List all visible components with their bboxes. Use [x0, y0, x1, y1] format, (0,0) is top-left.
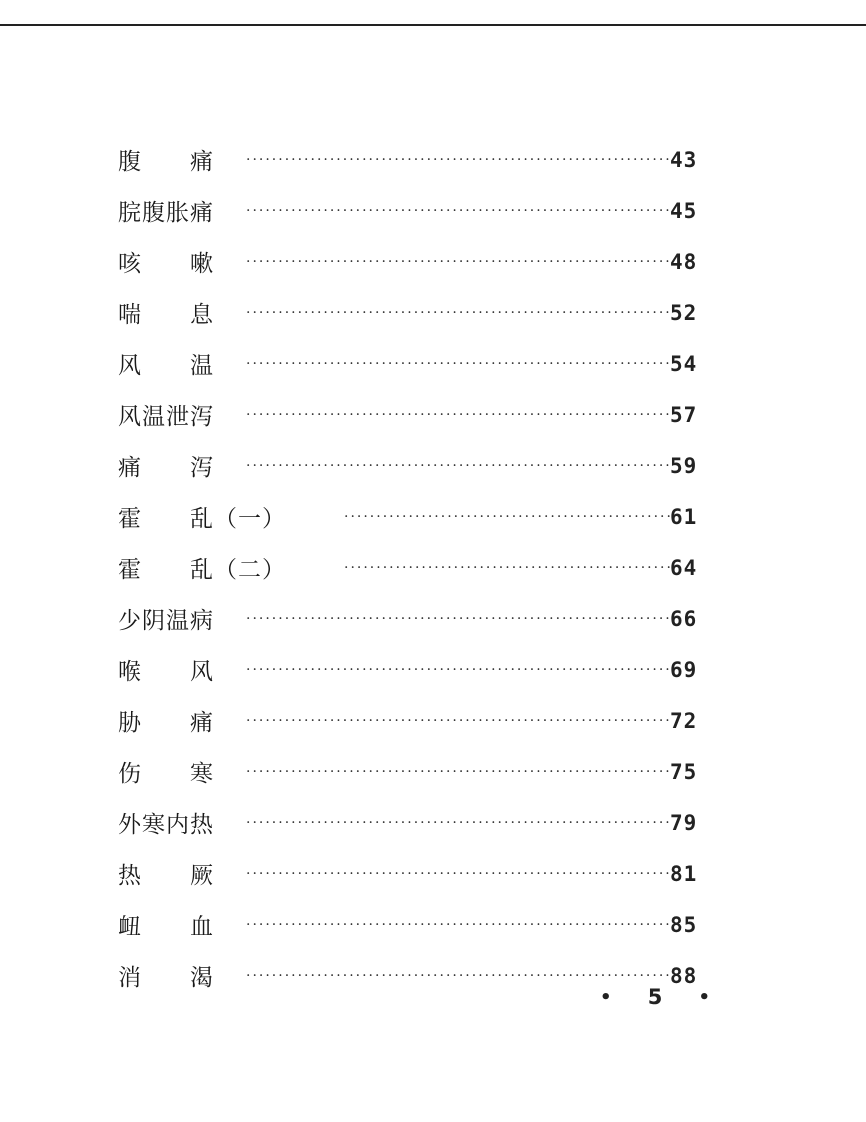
toc-entry-title: 喉 风: [118, 659, 214, 685]
dot-leader: [246, 815, 670, 831]
toc-entry-title: 脘腹胀痛: [118, 200, 214, 226]
toc-entry-title: 腹 痛: [118, 149, 214, 175]
toc-entry[interactable]: [118, 287, 710, 338]
dot-leader: [246, 917, 670, 933]
toc-entry-title: 痛 泻: [118, 455, 214, 481]
toc-entry-title: 衄 血: [118, 914, 214, 940]
toc-entry-page: 69: [670, 657, 698, 682]
toc-entry-page: 66: [670, 606, 698, 631]
dot-leader: [246, 764, 670, 780]
dot-leader: [246, 968, 670, 984]
toc-entry-page: 61: [670, 504, 698, 529]
toc-entry[interactable]: [118, 236, 710, 287]
dot-leader: [246, 203, 670, 219]
toc-entry-page: 59: [670, 453, 698, 478]
toc-entry-title: 咳 嗽: [118, 251, 214, 277]
toc-entry[interactable]: [118, 746, 710, 797]
toc-entry-title: 胁 痛: [118, 710, 214, 736]
dot-leader: [246, 662, 670, 678]
toc-entry-title: 霍 乱（一）: [118, 506, 286, 532]
toc-entry-title: 少阴温病: [118, 608, 214, 634]
toc-entry[interactable]: [118, 134, 710, 185]
page-footer: [600, 985, 710, 1009]
footer-bullet-right: •: [698, 986, 710, 1008]
table-of-contents: [118, 134, 710, 1001]
dot-leader: [344, 509, 670, 525]
toc-entry-page: 43: [670, 147, 698, 172]
toc-entry-page: 52: [670, 300, 698, 325]
toc-entry-title: 霍 乱（二）: [118, 557, 286, 583]
toc-entry-page: 81: [670, 861, 698, 886]
toc-entry[interactable]: [118, 899, 710, 950]
toc-entry[interactable]: [118, 644, 710, 695]
toc-entry-page: 85: [670, 912, 698, 937]
dot-leader: [246, 611, 670, 627]
page-number: 5: [647, 985, 663, 1009]
toc-entry-page: 64: [670, 555, 698, 580]
toc-entry[interactable]: [118, 389, 710, 440]
toc-entry[interactable]: [118, 797, 710, 848]
toc-entry[interactable]: [118, 848, 710, 899]
dot-leader: [246, 458, 670, 474]
toc-entry-page: 45: [670, 198, 698, 223]
toc-entry-title: 外寒内热: [118, 812, 214, 838]
toc-entry-title: 伤 寒: [118, 761, 214, 787]
toc-entry-page: 88: [670, 963, 698, 988]
toc-entry-title: 喘 息: [118, 302, 214, 328]
toc-entry-page: 72: [670, 708, 698, 733]
toc-entry[interactable]: [118, 593, 710, 644]
dot-leader: [246, 866, 670, 882]
toc-entry[interactable]: [118, 338, 710, 389]
toc-entry[interactable]: [118, 542, 710, 593]
dot-leader: [246, 305, 670, 321]
toc-entry-title: 消 渴: [118, 965, 214, 991]
dot-leader: [246, 407, 670, 423]
header-rule: [0, 24, 866, 26]
toc-entry[interactable]: [118, 695, 710, 746]
toc-entry[interactable]: [118, 440, 710, 491]
toc-entry-page: 75: [670, 759, 698, 784]
dot-leader: [344, 560, 670, 576]
toc-entry[interactable]: [118, 185, 710, 236]
toc-entry-title: 风温泄泻: [118, 404, 214, 430]
toc-entry-page: 79: [670, 810, 698, 835]
toc-entry-title: 热 厥: [118, 863, 214, 889]
dot-leader: [246, 254, 670, 270]
dot-leader: [246, 356, 670, 372]
dot-leader: [246, 152, 670, 168]
footer-bullet-left: •: [600, 986, 612, 1008]
toc-entry-page: 54: [670, 351, 698, 376]
toc-entry-page: 48: [670, 249, 698, 274]
toc-entry-title: 风 温: [118, 353, 214, 379]
toc-entry[interactable]: [118, 491, 710, 542]
dot-leader: [246, 713, 670, 729]
toc-entry-page: 57: [670, 402, 698, 427]
